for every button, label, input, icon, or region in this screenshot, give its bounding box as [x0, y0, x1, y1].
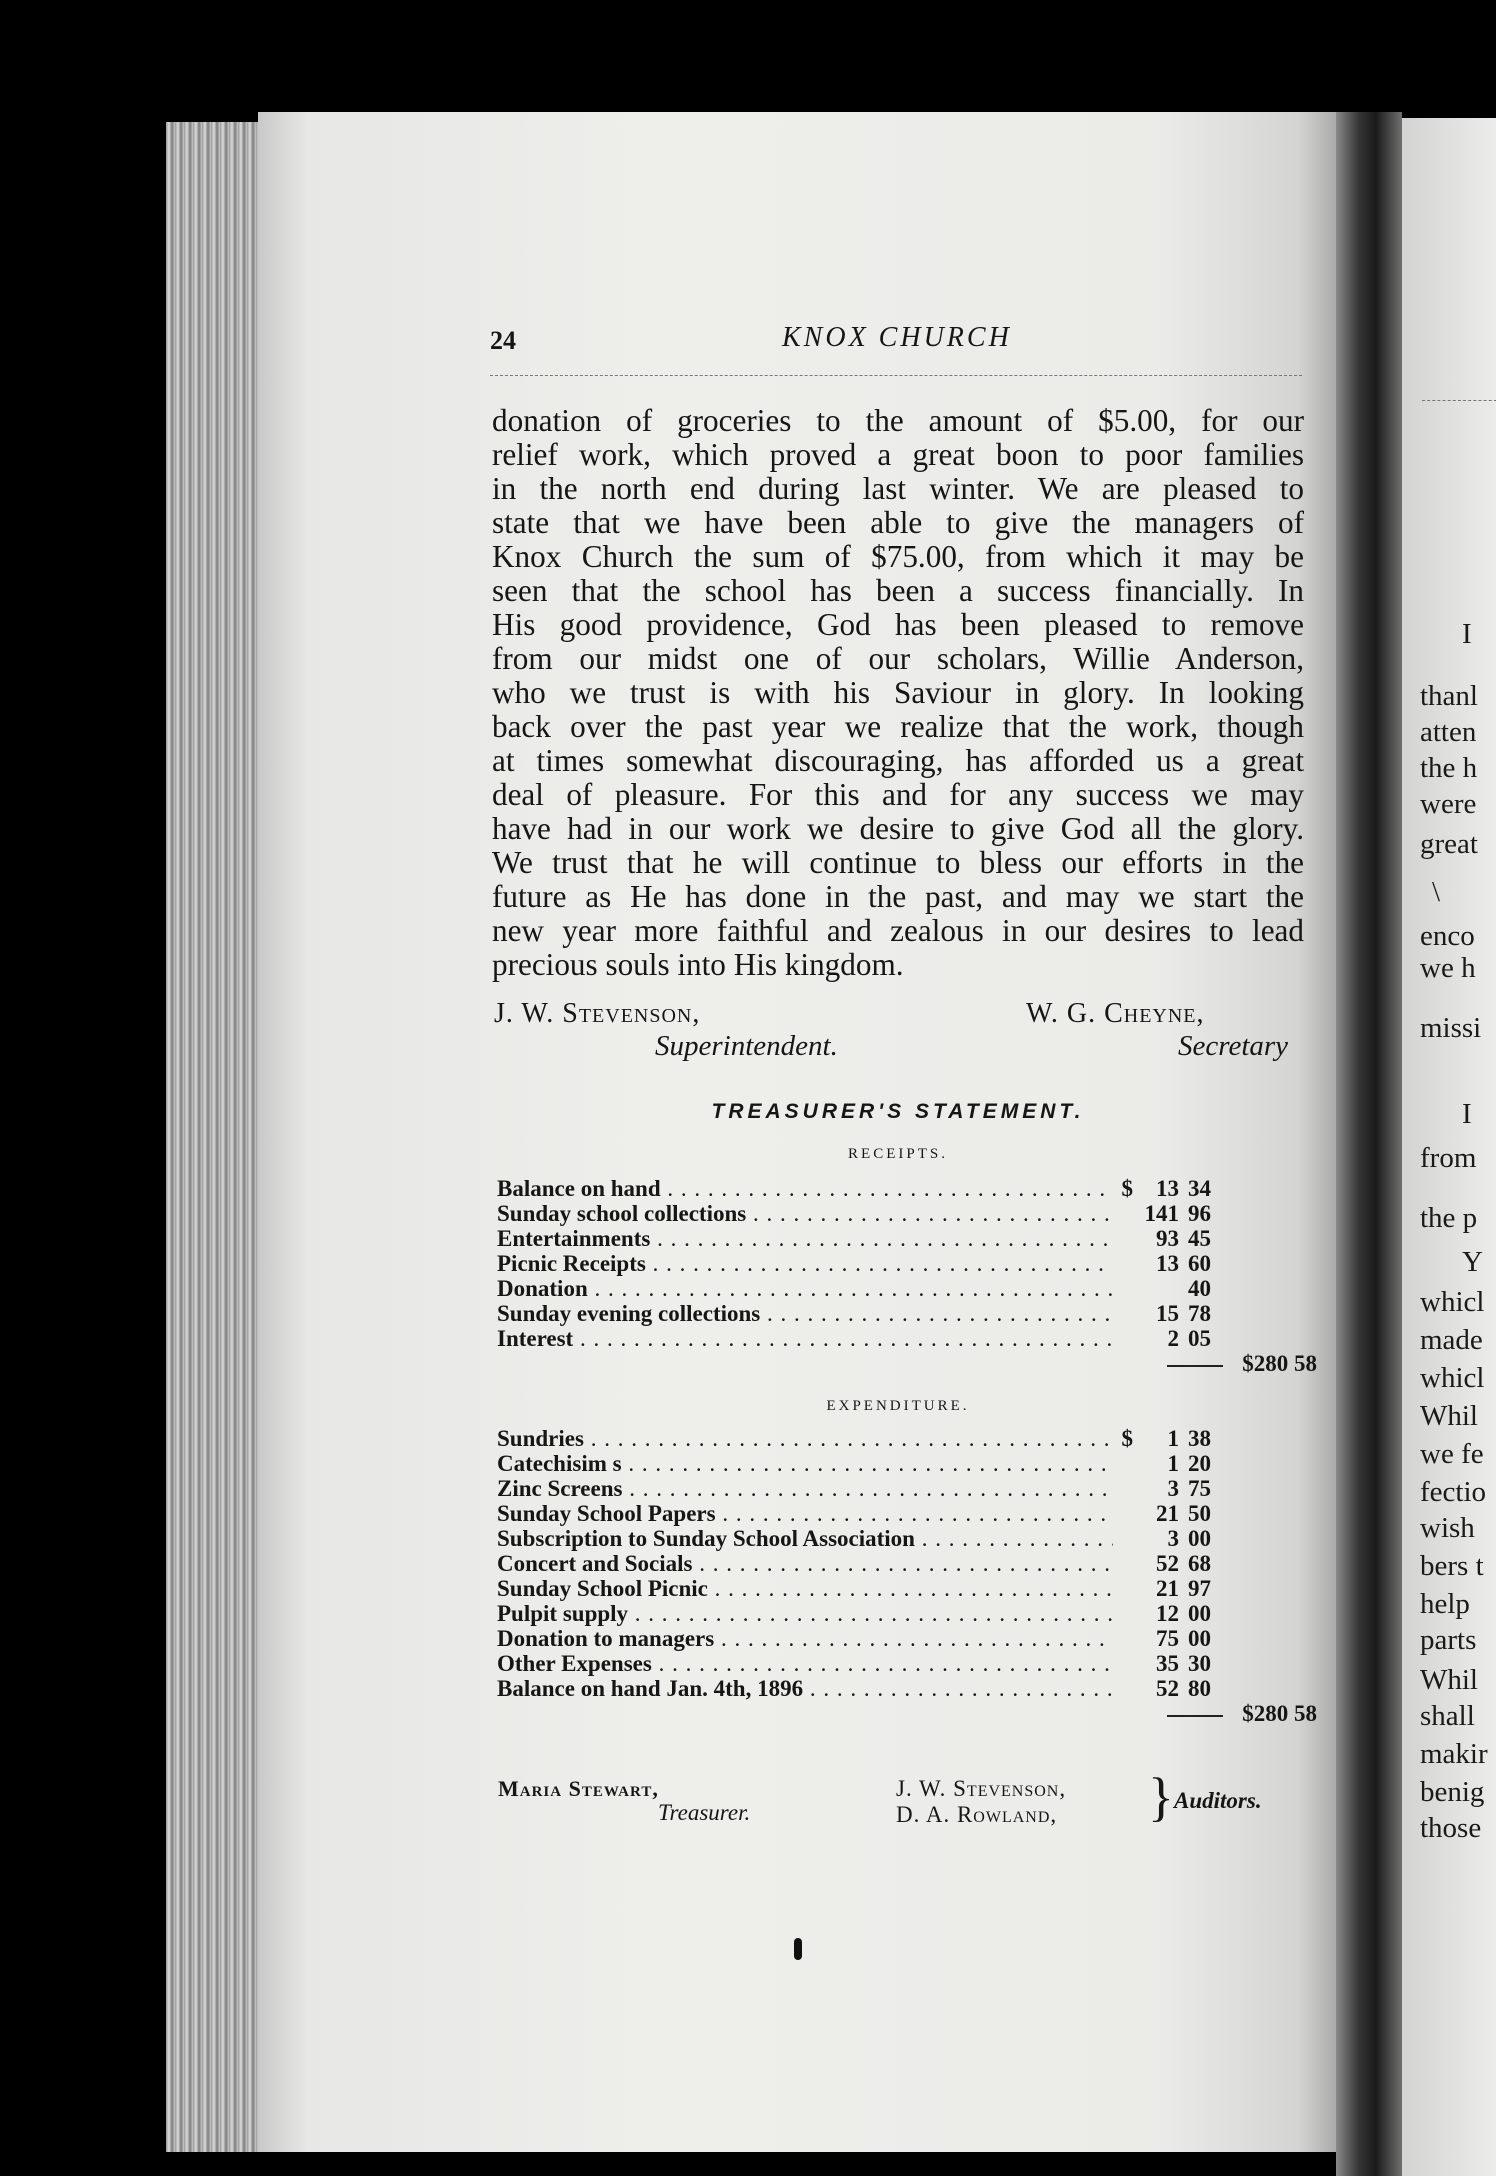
body-line: at times somewhat discouraging, has afforded us a great — [492, 743, 1304, 778]
right-page-fragment: the h — [1420, 752, 1478, 784]
statement-footer — [498, 1767, 1318, 1856]
page-ornament — [794, 1938, 802, 1960]
superintendent-title: Superintendent. — [655, 1030, 838, 1062]
expenditure-ledger — [497, 1426, 1317, 1727]
ledger-cents: 20 — [1188, 1451, 1211, 1476]
ledger-cents: 75 — [1188, 1476, 1211, 1501]
right-page-fragment: wish — [1420, 1512, 1475, 1544]
body-line: have had in our work we desire to give God all the glory. — [492, 811, 1304, 846]
ledger-currency: $ — [1121, 1426, 1133, 1451]
ledger-dollars: 35 — [1156, 1651, 1179, 1676]
right-page-fragment: shall — [1420, 1700, 1475, 1732]
right-page-fragment: those — [1420, 1812, 1482, 1844]
body-line: Knox Church the sum of $75.00, from which it may be — [492, 539, 1304, 574]
right-page-fragment: whicl — [1420, 1286, 1485, 1318]
ledger-row — [497, 1301, 1303, 1326]
ledger-dollars: 75 — [1156, 1626, 1179, 1651]
ledger-dollars: 15 — [1156, 1301, 1179, 1326]
running-head: KNOX CHURCH — [782, 322, 1012, 353]
right-page-fragment: whicl — [1420, 1362, 1485, 1394]
ledger-row — [497, 1601, 1303, 1626]
ledger-item-label: Sunday school collections . . . — [497, 1201, 1113, 1226]
ledger-item-label: Pulpit supply . . . — [497, 1601, 1113, 1626]
header-rule — [490, 375, 1302, 376]
right-page-fragment: enco — [1420, 920, 1475, 952]
body-line: back over the past year we realize that the work, though — [492, 709, 1304, 744]
ledger-cents: 40 — [1188, 1276, 1211, 1301]
page-header — [490, 322, 1302, 362]
page-number: 24 — [490, 326, 516, 355]
ledger-item-label: Balance on hand Jan. 4th, 1896 . . . — [497, 1676, 1113, 1701]
ledger-row — [497, 1176, 1303, 1201]
ledger-row — [497, 1551, 1303, 1576]
ledger-dollars: 52 — [1156, 1676, 1179, 1701]
right-page-fragment: makir — [1420, 1738, 1488, 1770]
book-gutter — [1336, 112, 1402, 2176]
ledger-dollars: 3 — [1167, 1526, 1179, 1551]
ledger-item-label: Sunday School Picnic . . . — [497, 1576, 1113, 1601]
ledger-dollars: 12 — [1156, 1601, 1179, 1626]
ledger-item-label: Subscription to Sunday School Association . . . — [497, 1526, 1113, 1551]
ledger-row — [497, 1651, 1303, 1676]
secretary-name: W. G. Cheyne, — [1026, 998, 1205, 1029]
treasurer-name: Maria Stewart, — [498, 1776, 659, 1801]
right-page-fragment: I — [1462, 618, 1472, 650]
ledger-dollars: 21 — [1156, 1576, 1179, 1601]
ledger-row — [497, 1426, 1303, 1451]
right-page-fragment: the p — [1420, 1202, 1478, 1234]
ledger-currency: $ — [1121, 1176, 1133, 1201]
ledger-row — [497, 1451, 1303, 1476]
ledger-item-label: Sunday School Papers . . . — [497, 1501, 1113, 1526]
total-rule — [1167, 1365, 1223, 1367]
right-page-fragment: parts — [1420, 1624, 1477, 1656]
ledger-item-label: Balance on hand . . . — [497, 1176, 1113, 1201]
ledger-cents: 00 — [1188, 1601, 1211, 1626]
right-page-fragment: Y — [1462, 1246, 1483, 1278]
receipts-ledger — [497, 1176, 1317, 1377]
ledger-dollars: 1 — [1167, 1451, 1179, 1476]
ledger-cents: 96 — [1188, 1201, 1211, 1226]
body-line: from our midst one of our scholars, Willie Anderson, — [492, 641, 1304, 676]
right-page-fragment: we h — [1420, 952, 1476, 984]
body-line: precious souls into His kingdom. — [492, 947, 904, 982]
ledger-row — [497, 1676, 1303, 1701]
body-line: donation of groceries to the amount of $5.00, for our — [492, 403, 1304, 438]
ledger-item-label: Sunday evening collections . . . — [497, 1301, 1113, 1326]
right-page — [1402, 118, 1496, 2176]
right-page-fragment: great — [1420, 828, 1478, 860]
ledger-cents: 45 — [1188, 1226, 1211, 1251]
right-page-fragment: thanl — [1420, 680, 1478, 712]
expenditure-heading: EXPENDITURE. — [826, 1398, 970, 1414]
auditors-label: Auditors. — [1174, 1788, 1262, 1813]
ledger-item-label: Interest . . . — [497, 1326, 1113, 1351]
right-page-fragment: Whil — [1420, 1664, 1478, 1696]
right-page-fragment: made — [1420, 1324, 1483, 1356]
body-line: future as He has done in the past, and may we start the — [492, 879, 1304, 914]
auditors-brace: } — [1148, 1767, 1174, 1827]
ledger-item-label: Other Expenses . . . — [497, 1651, 1113, 1676]
body-line: deal of pleasure. For this and for any success we may — [492, 777, 1304, 812]
ledger-dollars: 3 — [1167, 1476, 1179, 1501]
secretary-title: Secretary — [1178, 1030, 1289, 1062]
body-line: relief work, which proved a great boon to poor families — [492, 437, 1304, 472]
treasurer-statement-title: TREASURER'S STATEMENT. — [711, 1100, 1085, 1123]
ledger-cents: 30 — [1188, 1651, 1211, 1676]
ledger-dollars: 141 — [1144, 1201, 1179, 1226]
ledger-item-label: Donation to managers . . . — [497, 1626, 1113, 1651]
right-page-fragment: benig — [1420, 1776, 1485, 1808]
ledger-row — [497, 1251, 1303, 1276]
ledger-dollars: 21 — [1156, 1501, 1179, 1526]
ledger-item-label: Zinc Screens . . . — [497, 1476, 1113, 1501]
ledger-row — [497, 1526, 1303, 1551]
body-line: We trust that he will continue to bless our efforts in the — [492, 845, 1304, 880]
ledger-cents: 00 — [1188, 1526, 1211, 1551]
ledger-cents: 50 — [1188, 1501, 1211, 1526]
ledger-item-label: Entertainments . . . — [497, 1226, 1113, 1251]
ledger-dollars: 13 — [1156, 1251, 1179, 1276]
right-page-fragment: Whil — [1420, 1400, 1478, 1432]
ledger-item-label: Catechisim s . . . — [497, 1451, 1113, 1476]
ledger-total-row — [497, 1351, 1317, 1377]
ledger-dollars: 52 — [1156, 1551, 1179, 1576]
body-line: state that we have been able to give the managers of — [492, 505, 1304, 540]
ledger-cents: 00 — [1188, 1626, 1211, 1651]
body-line: who we trust is with his Saviour in glory. In looking — [492, 675, 1304, 710]
right-page-fragment: fectio — [1420, 1476, 1487, 1508]
right-page-fragment: were — [1420, 788, 1477, 820]
right-page-fragment: we fe — [1420, 1438, 1484, 1470]
ledger-cents: 80 — [1188, 1676, 1211, 1701]
ledger-cents: 68 — [1188, 1551, 1211, 1576]
treasurer-title: Treasurer. — [658, 1800, 751, 1825]
ledger-row — [497, 1201, 1303, 1226]
ledger-cents: 60 — [1188, 1251, 1211, 1276]
auditor-name-1: J. W. Stevenson, — [896, 1776, 1067, 1801]
ledger-total-row — [497, 1701, 1317, 1727]
ledger-row — [497, 1576, 1303, 1601]
right-page-fragment: I — [1462, 1098, 1472, 1130]
right-page-fragment: help — [1420, 1588, 1470, 1620]
ledger-total: $280 58 — [1242, 1351, 1317, 1376]
ledger-dollars: 2 — [1167, 1326, 1179, 1351]
ledger-cents: 38 — [1188, 1426, 1211, 1451]
ledger-row — [497, 1276, 1303, 1301]
ledger-cents: 34 — [1188, 1176, 1211, 1201]
body-line: in the north end during last winter. We are pleased to — [492, 471, 1304, 506]
ledger-dollars: 93 — [1156, 1226, 1179, 1251]
ledger-dollars: 13 — [1156, 1176, 1179, 1201]
total-rule — [1167, 1715, 1223, 1717]
ledger-total: $280 58 — [1242, 1701, 1317, 1726]
ledger-dollars: 1 — [1167, 1426, 1179, 1451]
ledger-row — [497, 1501, 1303, 1526]
ledger-row — [497, 1626, 1303, 1651]
body-line: new year more faithful and zealous in our desires to lead — [492, 913, 1304, 948]
ledger-row — [497, 1476, 1303, 1501]
body-line: seen that the school has been a success financially. In — [492, 573, 1304, 608]
right-page-header-rule — [1422, 400, 1496, 401]
ledger-item-label: Sundries . . . — [497, 1426, 1113, 1451]
right-page-fragment: from — [1420, 1142, 1477, 1174]
ledger-cents: 78 — [1188, 1301, 1211, 1326]
ledger-cents: 05 — [1188, 1326, 1211, 1351]
ledger-cents: 97 — [1188, 1576, 1211, 1601]
right-page-fragment: missi — [1420, 1012, 1482, 1044]
ledger-item-label: Concert and Socials . . . — [497, 1551, 1113, 1576]
right-page-fragment: bers t — [1420, 1550, 1484, 1582]
right-page-fragment: \ — [1432, 876, 1441, 908]
superintendent-name: J. W. Stevenson, — [494, 998, 701, 1029]
auditor-name-2: D. A. Rowland, — [896, 1802, 1058, 1827]
body-paragraph — [492, 404, 1304, 982]
body-line: His good providence, God has been pleased to remove — [492, 607, 1304, 642]
receipts-heading: RECEIPTS. — [848, 1146, 948, 1162]
ledger-row — [497, 1226, 1303, 1251]
ledger-item-label: Picnic Receipts . . . — [497, 1251, 1113, 1276]
ledger-row — [497, 1326, 1303, 1351]
right-page-fragment: atten — [1420, 716, 1477, 748]
ledger-item-label: Donation . . . — [497, 1276, 1113, 1301]
